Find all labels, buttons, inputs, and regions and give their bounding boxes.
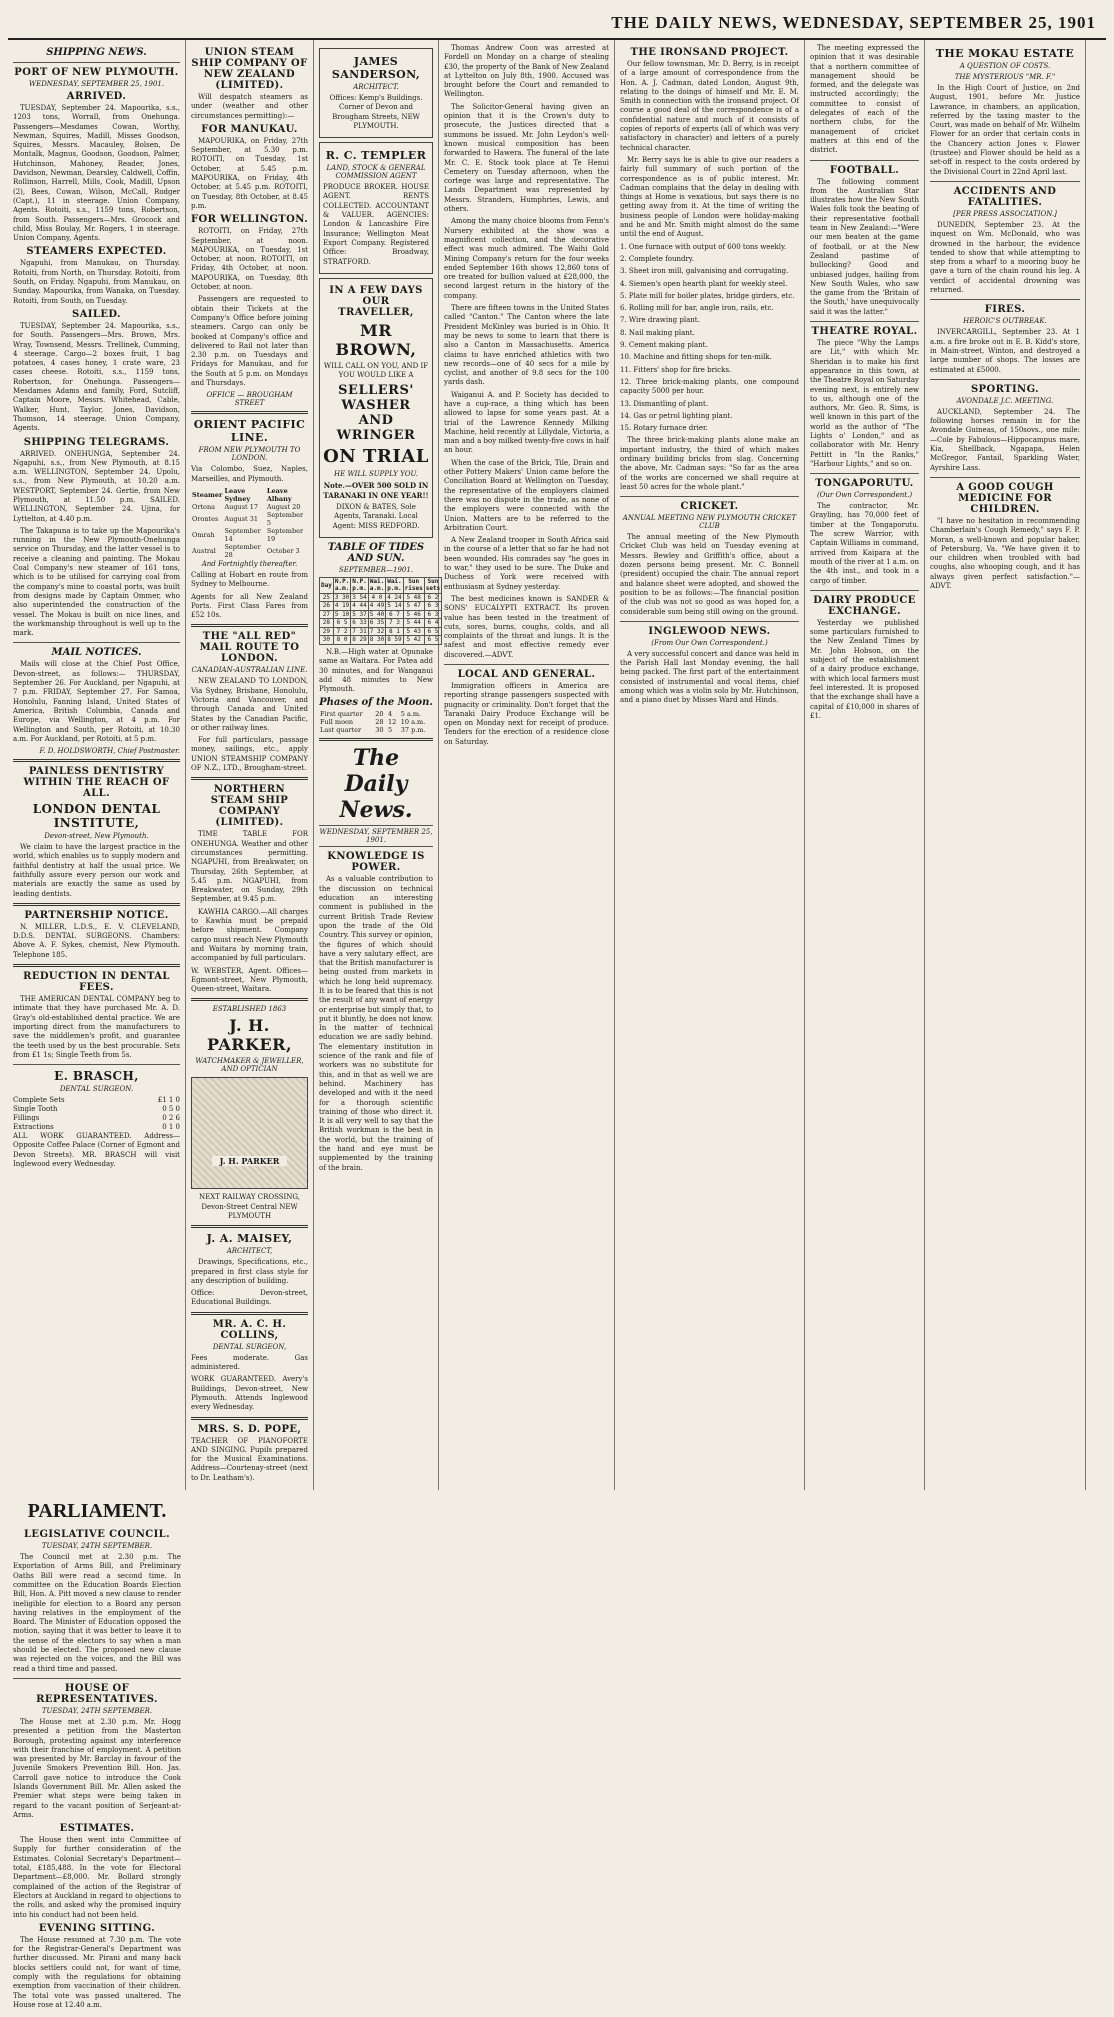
news-paragraph: The best medicines known is SANDER & SONS' EUCALYPTI EXTRACT. Its proven value has been tested in the treatment of cuts, sores, burns, coughs, colds, and all complaints of the throat and lungs. It is the safest and most effective remedy ever discovered.—ADVT. bbox=[444, 594, 609, 659]
maisey-footer: Office: Devon-street, Educational Buildings. bbox=[191, 1289, 308, 1307]
allred-heading: THE "ALL RED" MAIL ROUTE TO LONDON. bbox=[199, 631, 300, 665]
medicine-text: "I have no hesitation in recommending Chamberlain's Cough Remedy," says F. P. Moran, a well-known and popular baker, of Petersburg, Va. "We have given it to our children when troubled with bad coughs, also whooping cough, and it has always given perfect satisfaction."—ADVT. bbox=[930, 516, 1080, 590]
collins-text: Fees moderate. Gas administered. bbox=[191, 1353, 308, 1372]
reps-text: The House met at 2.30 p.m. Mr. Hogg presented a petition from the Masterton Borough, protesting against any interference with their franchise of employment. A petition was presented by Mr. Barclay in favour of the Juvenile Smokers Prevention Bill. Hon. Jas. Carroll gave notice to introduce the Cook Islands Government Bill. Mr. Allen asked the Premier what steps were being taken in regard to the vacant position of Serjeant-at-Arms. bbox=[13, 1717, 181, 1819]
cricket-continued: The meeting expressed the opinion that it was desirable that a northern committee of management should be formed, and the delegate was instructed accordingly; the committee to consist of delegates of each of the northern clubs, for the management of cricket matters at this end of the district. bbox=[810, 44, 919, 155]
fires-heading: FIRES. bbox=[984, 304, 1026, 316]
table-row: 27 5 10 5 37 5 40 6 7 5 46 6 3 bbox=[320, 610, 442, 619]
tide-heading: TABLE OF TIDES AND SUN. bbox=[327, 541, 425, 564]
mokau-heading: THE MOKAU ESTATE bbox=[935, 47, 1075, 60]
divider bbox=[13, 62, 180, 63]
evening-text: The House resumed at 7.30 p.m. The vote for the Registrar-General's Department was further discussed. Mr. Pirani and many back blocks settlers could not, for want of time, comply with the regulations for obtaining exemption from vaccination of their children. The total vote was passed unaltered. The House rose at 12.40 a.m. bbox=[13, 1935, 181, 2009]
divider bbox=[930, 299, 1080, 300]
brown-name: MR BROWN, bbox=[335, 320, 417, 359]
arrived-heading: ARRIVED. bbox=[66, 91, 127, 102]
table-row: Last quarter 30 5 37 p.m. bbox=[320, 726, 426, 735]
reduction-heading: REDUCTION IN DENTAL FEES. bbox=[23, 971, 170, 994]
mokau-subheading-2: THE MYSTERIOUS "MR. F." bbox=[954, 73, 1056, 81]
divider bbox=[930, 181, 1080, 182]
paper-date: WEDNESDAY, SEPTEMBER 25, 1901. bbox=[319, 825, 433, 847]
divider bbox=[810, 160, 919, 161]
passengers-text: Passengers are requested to obtain their Tickets at the Company's Office before joining steamers. Cargo can only be booked at Company's office and delivered to Rail not later than 2.30 p.m. on Tuesdays and Fridays for Manukau, and for the South at 5 p.m. on Mondays and Thursdays. bbox=[191, 295, 308, 388]
orient-agents: Agents for all New Zealand Ports. First Class Fares from £52 10s. bbox=[191, 592, 308, 620]
dentistry-heading: PAINLESS DENTISTRY WITHIN THE REACH OF ALL. bbox=[23, 766, 170, 800]
news-paragraph: When the case of the Brick, Tile, Drain and other Pottery Makers' Union came before the Conciliation Board at Wellington on Tuesday, the representative of the employers claimed there was no dispute in the trade, as none of the employers were connected with the Union. Matters are to be referred to the Arbitration Court. bbox=[444, 458, 609, 532]
brasch-heading: E. BRASCH, bbox=[54, 1069, 139, 1084]
list-item: 4. Siemen's open hearth plant for weekly steel. bbox=[620, 279, 788, 288]
london-dental-address: Devon-street, New Plymouth. bbox=[44, 832, 149, 841]
expected-text: Ngapuhi, from Manukau, on Thursday. Rotoiti, from North, on Thursday. Rotoiti, from South, on Friday. Ngapuhi, from Manukau, on Sunday. Mapourika, from Wanaka, on Tuesday. Rotoiti, from South, on Tuesday. bbox=[13, 259, 180, 305]
parker-subheading: WATCHMAKER & JEWELLER, AND OPTICIAN bbox=[195, 1057, 304, 1074]
arrived-text: TUESDAY, September 24. Mapourika, s.s., 1203 tons, Worrall, from Onehunga. Passengers—Mesdames Cowan, Worthy, Newman, Squires, Madill, Misses Goodson, Squires, Messrs. Macauley, Bolsen, De Montalk, Magnus, Goodson, Goodson, Palmer, Hutchinson, Mahoney, Reader, Jones, Davidson, Newman, Dearsley, Caldwell, Coffin, Rollinson, Harrell, Mills, Cook, Madill, Upson (2), Bees, Cowan, Wilson, McCall, Rodger (Capt.), 11 in steerage. Union Company, Agents. Rotoiti, s.s., 1159 tons, Robertson, from South. Passengers—Mrs. Grocock and child, Miss Boulay, Mr. Rogers, 1 in steerage. Union Company, Agents. bbox=[13, 104, 180, 243]
ironsand-list bbox=[620, 243, 799, 434]
postmaster-signature: F. D. HOLDSWORTH, Chief Postmaster. bbox=[39, 747, 180, 756]
orient-subheading: FROM NEW PLYMOUTH TO LONDON. bbox=[198, 446, 301, 463]
brasch-footer: ALL WORK GUARANTEED. Address—Opposite Coffee Palace (Corner of Egmont and Devon Streets). MR. BRASCH will visit Inglewood every Wednesday. bbox=[13, 1132, 180, 1169]
moon-heading: Phases of the Moon. bbox=[319, 697, 433, 709]
divider bbox=[191, 624, 308, 627]
fortnightly-line: And Fortnightly thereafter. bbox=[201, 559, 298, 568]
table-header: Steamer Leave Sydney Leave Albany bbox=[192, 486, 292, 503]
orient-text: Via Colombo, Suez, Naples, Marseilles, and Plymouth. bbox=[191, 465, 308, 483]
port-heading: PORT OF NEW PLYMOUTH. bbox=[14, 67, 179, 78]
mail-heading: MAIL NOTICES. bbox=[51, 647, 142, 659]
news-paragraph: Waiganui A. and P. Society has decided to have a cup-race, a thing which has been allowed to lapse for some years past. At a trial of the Lawrence Kennedy Milking Machine, held recently at Lillydale, Victoria, a man and a boy milked twenty-five cows in half an hour. bbox=[444, 390, 609, 455]
columns bbox=[8, 40, 1106, 2009]
list-item: 7. Wire drawing plant. bbox=[620, 316, 700, 325]
parliament-heading: PARLIAMENT. bbox=[27, 1500, 167, 1523]
washer-ad bbox=[319, 278, 433, 538]
brown-heading: IN A FEW DAYS OUR TRAVELLER, bbox=[329, 284, 423, 318]
list-item: 5. Plate mill for boiler plates, bridge girders, etc. bbox=[620, 291, 795, 300]
union-text: Will despatch steamers as under (weather and other circumstances permitting):— bbox=[191, 93, 308, 120]
price-row: Single Tooth 0 5 0 bbox=[13, 1105, 180, 1114]
table-row: First quarter 20 4 5 a.m. bbox=[320, 710, 422, 719]
tongaporutu-heading: TONGAPORUTU. bbox=[815, 478, 914, 490]
news-paragraph: Thomas Andrew Coon was arrested at Fordell on Monday on a charge of stealing £30, the property of the Bank of New Zealand at Lyttelton on July 8th, 1900. Accused was brought before the Court and remanded to Wellington. bbox=[444, 44, 609, 99]
mokau-text: In the High Court of Justice, on 2nd August, 1901, before Mr. Justice Lawrance, in chambers, an application, referred by the taxing master to the Court, was made on behalf of Mr. Wilhelm Flower for an order that certain costs in the Chancery action Jones v. Flower (trustee) and Flower should be held as a set-off in respect to the costs ordered by the Divisional Court in 22nd April last. bbox=[930, 84, 1080, 176]
fires-text: INVERCARGILL, September 23. At 1 a.m. a fire broke out in E. B. Kidd's store, in Main-street, Winton, and destroyed a large number of shops. The losses are estimated at £5000. bbox=[930, 328, 1080, 374]
price-row: Extractions 0 1 0 bbox=[13, 1123, 180, 1132]
sailed-heading: SAILED. bbox=[72, 308, 121, 320]
parker-address: NEXT RAILWAY CROSSING, Devon-Street Central NEW PLYMOUTH bbox=[199, 1193, 300, 1220]
brown-trial: ON TRIAL bbox=[323, 446, 429, 468]
divider bbox=[810, 321, 919, 322]
inglewood-heading: INGLEWOOD NEWS. bbox=[648, 625, 771, 637]
fires-subheading: HEROIC'S OUTBREAK. bbox=[963, 317, 1047, 326]
sporting-heading: SPORTING. bbox=[970, 383, 1040, 395]
allred-text: NEW ZEALAND TO LONDON, Via Sydney, Brisbane, Honolulu, Victoria and Vancouver, and through Canada and United States by the Canadian Pacific, or other railway lines. bbox=[191, 677, 308, 732]
partnership-text: N. MILLER, L.D.S., E. V. CLEVELAND, D.D.S. DENTAL SURGEONS. Chambers: Above A. F. Sykes, chemist, New Plymouth. Telephone 185. bbox=[13, 922, 180, 959]
templer-subheading: LAND, STOCK & GENERAL COMMISSION AGENT bbox=[326, 164, 426, 181]
list-item: 15. Rotary furnace drier. bbox=[620, 424, 708, 433]
northern-footer: W. WEBSTER, Agent. Offices—Egmont-street, New Plymouth, Queen-street, Waitara. bbox=[191, 966, 308, 994]
port-date: WEDNESDAY, SEPTEMBER 25, 1901. bbox=[28, 80, 165, 88]
shop-sign: J. H. PARKER bbox=[212, 1156, 287, 1166]
column-3 bbox=[314, 40, 439, 1490]
tide-table bbox=[319, 577, 442, 645]
ironsand-text: Mr. Berry says he is able to give our readers a fairly full summary of such portion of the correspondence as is of public interest. Mr. Cadman complains that the delay in dealing with things at Home is vexatious, but says there is no getting away from it. At the time of writing the business people of London were holiday-making and he and Mr. Smith might almost do the same until the end of August. bbox=[620, 155, 799, 239]
telegrams-heading: SHIPPING TELEGRAMS. bbox=[23, 436, 170, 448]
templer-heading: R. C. TEMPLER bbox=[325, 149, 427, 163]
cricket-text: The annual meeting of the New Plymouth Cricket Club was held on Tuesday evening at Messrs. Bewley and Griffith's office, about a dozen persons being present. Mr. C. Bonnell (president) occupied the chair. The annual report and balance sheet were adopted, and showed the position to be as follows:—The financial position of the club was not so good as was hoped for, a considerable sum being still owing on the ground. bbox=[620, 533, 799, 616]
pope-heading: MRS. S. D. POPE, bbox=[197, 1423, 302, 1435]
list-item: 8. Nail making plant. bbox=[620, 328, 695, 337]
table-row: 30 8 0 8 29 8 30 8 59 5 42 6 5 bbox=[320, 636, 442, 645]
column-6 bbox=[805, 40, 925, 1490]
table-row: 28 6 5 6 33 6 35 7 3 5 44 6 4 bbox=[320, 619, 442, 628]
divider bbox=[13, 1064, 180, 1065]
manukau-text: MAPOURIKA, on Friday, 27th September, at 5.30 p.m. ROTOITI, on Tuesday, 1st October, at 5.45 p.m. MAPOURIKA, on Friday, 4th October, at 5.45 p.m. ROTOITI, on Tuesday, 8th October, at 8.45 p.m. bbox=[191, 136, 308, 210]
office-line: OFFICE — BROUGHAM STREET bbox=[206, 391, 293, 408]
list-item: 11. Fitters' shop for fire bricks. bbox=[620, 365, 732, 374]
estimates-heading: ESTIMATES. bbox=[59, 1823, 135, 1835]
pope-text: TEACHER OF PIANOFORTE AND SINGING. Pupils prepared for the Musical Examinations. Address—Courtenay-street (next to Dr. Leatham's). bbox=[191, 1436, 308, 1482]
sailed-text: TUESDAY, September 24. Mapourika, s.s., for South. Passengers—Mrs. Brown, Mrs. Wray, Townsend, Messrs. Trellinek, Cumming, 4 steerage. Cargo—2 boxes fruit, 1 bag potatoes, 4 cases honey, 1 crate ware, 23 cases cheese. Rotoiti, s.s., 1159 tons, Robertson, for Onehunga. Passengers—Mesdames Adams and family, Ford, Sutcliff, Captain Moore, Messrs. Whitehead, Cable, Walker, Hunt, Taylor, Jones, Davidson, Thomson, 14 steerage. Union Company, Agents. bbox=[13, 321, 180, 433]
sanderson-ad bbox=[319, 48, 433, 138]
ships-table bbox=[191, 487, 308, 559]
council-date: TUESDAY, 24TH SEPTEMBER. bbox=[41, 1542, 153, 1551]
council-text: The Council met at 2.30 p.m. The Exportation of Arms Bill, and Preliminary Oaths Bill were read a second time. In committee on the Education Boards Election Bill, Hon. A. Pitt moved a new clause to render ineligible for election to a Board any person having relatives in the employment of the Board. The Minister of Education opposed the motion, saying that it was better to leave it to the sense of the electors to say when a man should be elected. The proposed new clause was rejected on the voices, and the Bill was read a third time and passed. bbox=[13, 1553, 181, 1673]
theatre-text: The piece "Why the Lamps are Lit," with which Mr. Sheridan is to make his first appearance in this town, at the Theatre Royal on Saturday evening next, is entirely new to us, although one of the authors, Mr. Geo. R. Sims, is well known in this part of the world as the author of "The Lights o' London," and as collaborator with Mr. Henry Pettitt in "In the Ranks," "Harbour Lights," and so on. bbox=[810, 339, 919, 468]
table-row: Austral September 28 October 3 bbox=[192, 542, 300, 559]
brasch-subheading: DENTAL SURGEON. bbox=[59, 1085, 134, 1094]
tongaporutu-subheading: (Our Own Correspondent.) bbox=[816, 491, 913, 500]
football-heading: FOOTBALL. bbox=[829, 164, 900, 176]
table-row: 29 7 2 7 31 7 32 8 1 5 43 6 5 bbox=[320, 627, 442, 636]
news-paragraph: The Solicitor-General having given an opinion that it is the Crown's duty to prosecute, the Justices directed that a summons be issued. Mr. John Leydon's well-known musical composition has been forwarded to Hawera. The funeral of the late Mr. C. E. Stock took place at Te Henui Cemetery on Tuesday afternoon, when the cortege was large and representative. The Lands Department was represented by Messrs. Stranders, Humphries, Lewis, and others. bbox=[444, 102, 609, 214]
paper-title: The Daily News. bbox=[339, 745, 413, 824]
list-item: 2. Complete foundry. bbox=[620, 254, 695, 263]
theatre-heading: THEATRE ROYAL. bbox=[811, 326, 918, 338]
masthead-title: THE DAILY NEWS, WEDNESDAY, SEPTEMBER 25, 1901 bbox=[611, 13, 1096, 32]
tide-subheading: SEPTEMBER—1901. bbox=[338, 565, 414, 574]
news-paragraph: A New Zealand trooper in South Africa said in the course of a letter that so far he had not been wounded. His comrades say "he goes in to war," they used to be sure. The Duke and Duchess of York were received with enthusiasm at Sydney yesterday. bbox=[444, 536, 609, 591]
shipping-notes: The Takapuna is to take up the Mapourika's running in the New Plymouth-Onehunga service on Thursday, and the latter vessel is to receive a cleaning and painting. The Mokau Coal Company's new steamer of 161 tons, which is to be utilised for carrying coal from the company's mine to coastal ports, was built from designs made by Captain Ommer, who also superintended the construction of the vessel. The Mokau is built on nice lines, and the workmanship throughout is well up to the mark. bbox=[13, 526, 180, 638]
london-dental-heading: LONDON DENTAL INSTITUTE, bbox=[32, 802, 161, 831]
table-header: Day N.P. a.m. N.P. p.m. Wai. a.m. Wai. p.m. Sun rises Sun sets bbox=[321, 577, 441, 593]
shipping-heading: SHIPPING NEWS. bbox=[46, 47, 147, 58]
collins-subheading: DENTAL SURGEON, bbox=[212, 1342, 287, 1351]
dairy-heading: DAIRY PRODUCE EXCHANGE. bbox=[813, 594, 916, 617]
moon-table bbox=[319, 710, 433, 734]
sanderson-text: Offices: Kemp's Buildings. Corner of Devon and Brougham Streets, NEW PLYMOUTH. bbox=[329, 94, 423, 130]
divider bbox=[191, 777, 308, 780]
list-item: 6. Rolling mill for bar, angle iron, rails, etc. bbox=[620, 304, 774, 313]
table-row: Orontes August 31 September 5 bbox=[192, 510, 304, 527]
manukau-heading: FOR MANUKAU. bbox=[201, 123, 298, 135]
maisey-heading: J. A. MAISEY, bbox=[206, 1232, 293, 1246]
medicine-heading: A GOOD COUGH MEDICINE FOR CHILDREN. bbox=[956, 481, 1054, 515]
list-item: 10. Machine and fitting shops for ten-milk. bbox=[620, 353, 772, 362]
list-item: 1. One furnace with output of 600 tons weekly. bbox=[620, 242, 787, 251]
telegrams-text: ARRIVED. ONEHUNGA, September 24. Ngapuhi, s.s., from New Plymouth, at 8.15 a.m. WELLINGTON, September 24. Upolu, s.s., from New Plymouth, at 10.20 a.m. WESTPORT, September 24. Gertie, from New Plymouth, at 11.50 p.m. SAILED. WELLINGTON, September 24. Ujina, for Lyttelton, at 4.40 p.m. bbox=[13, 449, 180, 523]
brown-note: Note.—OVER 500 SOLD IN TARANAKI IN ONE YEAR!! bbox=[323, 481, 429, 500]
union-heading: UNION STEAM SHIP COMPANY OF NEW ZEALAND (LIMITED). bbox=[191, 47, 308, 91]
table-row: Ortona August 17 August 20 bbox=[192, 502, 301, 511]
divider bbox=[191, 998, 308, 1001]
collins-heading: MR. A. C. H. COLLINS, bbox=[212, 1318, 287, 1341]
london-dental-text: We claim to have the largest practice in the world, which enables us to supply modern and faithful dentistry at half the usual price. We faithfully assure every person our work and materials are exactly the same as used by leading dentists. bbox=[13, 843, 180, 898]
reps-date: TUESDAY, 24TH SEPTEMBER. bbox=[41, 1706, 153, 1715]
mokau-subheading: A QUESTION OF COSTS. bbox=[959, 62, 1051, 70]
news-paragraph: Among the many choice blooms from Fenn's Nursery exhibited at the show was a magnificent collection, and the decorative effect was much admired. The Waihi Gold Mining Company's return for the four weeks ended September 16th shows 12,860 tons of ore treated for bullion valued at £28,000, the second largest return in the history of the company. bbox=[444, 217, 609, 300]
ironsand-text: Our fellow townsman, Mr. D. Berry, is in receipt of a large amount of correspondence from the Hon. A. J. Cadman, dated London, August 9th, relating to the doings of himself and Mr. E. M. Smith in connection with the ironsand project. Of course a good deal of the correspondence is of a confidential nature and much of it consists of copies of reports of experts (all of which was very satisfactory in character) and letters of a purely technical character. bbox=[620, 60, 799, 152]
reps-heading: HOUSE OF REPRESENTATIVES. bbox=[36, 1682, 158, 1705]
tide-note: N.B.—High water at Opunake same as Waitara. For Patea add 30 minutes, and for Wanganui add 48 minutes to New Plymouth. bbox=[319, 647, 433, 694]
cricket-heading: CRICKET. bbox=[680, 501, 739, 513]
divider bbox=[191, 1225, 308, 1228]
sporting-subheading: AVONDALE J.C. MEETING. bbox=[956, 396, 1054, 405]
divider bbox=[810, 473, 919, 474]
brown-help: HE WILL SUPPLY YOU. bbox=[334, 470, 418, 479]
sporting-text: AUCKLAND, September 24. The following horses remain in for the Avondale Guineas, of 150sovs., one mile:—Cole by Fabulous—Hippocampus mare, Kia, Shellback, Ngapapa, Helen McGregor, Fantail, Sparkling Water, Ayrshire Lass. bbox=[930, 407, 1080, 472]
wellington-text: ROTOITI, on Friday, 27th September, at noon. MAPOURIKA, on Tuesday, 1st October, at noon. ROTOITI, on Friday, 4th October, at noon. MAPOURIKA, on Tuesday, 8th October, at noon. bbox=[191, 227, 308, 292]
divider bbox=[620, 496, 799, 497]
list-item: 9. Cement making plant. bbox=[620, 341, 708, 350]
column-4 bbox=[439, 40, 615, 1490]
divider bbox=[13, 903, 180, 906]
news-paragraph: There are fifteen towns in the United States called "Canton." The Canton where the late President McKinley was buried is in Ohio. It may be news to some to learn that there is also a Canton in Massachusetts. America claims to have enriched athletics with two new records—one of 40 secs for a mile by cyclist, and another of 9.8 secs for the 100 yards dash. bbox=[444, 304, 609, 387]
expected-heading: STEAMERS EXPECTED. bbox=[26, 246, 167, 258]
accidents-subheading: [PER PRESS ASSOCIATION.] bbox=[953, 209, 1057, 218]
fortnightly-note: Calling at Hobart en route from Sydney to Melbourne. bbox=[191, 570, 308, 589]
northern-heading: NORTHERN STEAM SHIP COMPANY (LIMITED). bbox=[210, 784, 289, 829]
divider bbox=[930, 379, 1080, 380]
sanderson-subheading: ARCHITECT. bbox=[353, 83, 399, 91]
brown-agents: DIXON & BATES, Sole Agents, Taranaki. Local Agent: MISS REDFORD. bbox=[332, 503, 420, 530]
football-text: The following comment from the Australian Star illustrates how the New South Wales folk took the beating of their representative football team in New Zealand:—"Were our men beaten at the game of football, or at the New Zealand pastime of bullocking? Good and unbiased judges, hailing from New South Wales, who saw the game from the 'Britain of the South,' have unequivocally said it was the latter." bbox=[810, 177, 919, 316]
northern-text: TIME TABLE FOR ONEHUNGA. Weather and other circumstances permitting. NGAPUHI, from Breakwater, on Thursday, 26th September, at 5.45 p.m. NGAPUHI, from Breakwater, on Sunday, 29th September, at 9.45 p.m. bbox=[191, 830, 308, 904]
templer-ad bbox=[319, 142, 433, 274]
divider bbox=[620, 621, 799, 622]
brown-product: SELLERS' WASHER AND WRINGER bbox=[336, 383, 416, 444]
divider bbox=[444, 664, 609, 665]
allred-footer: For full particulars, passage money, sailings, etc., apply UNION STEAMSHIP COMPANY OF N.Z., LTD., Brougham-street. bbox=[191, 736, 308, 773]
list-item: 14. Gas or petrol lighting plant. bbox=[620, 411, 733, 420]
brown-text: WILL CALL ON YOU, AND IF YOU WOULD LIKE A bbox=[323, 361, 429, 380]
column-1 bbox=[8, 40, 186, 1490]
collins-footer: WORK GUARANTEED. Avery's Buildings, Devon-street, New Plymouth. Attends Inglewood every Wednesday. bbox=[191, 1375, 308, 1412]
kawhia-text: KAWHIA CARGO.—All charges to Kawhia must be prepaid before shipment. Company cargo must reach New Plymouth and Waitara by morning train, accompanied by full particulars. bbox=[191, 907, 308, 963]
orient-heading: ORIENT PACIFIC LINE. bbox=[193, 418, 306, 445]
shopfront-illustration bbox=[191, 1077, 308, 1189]
table-row: Full moon 28 12 10 a.m. bbox=[320, 718, 426, 727]
divider bbox=[191, 1417, 308, 1420]
council-heading: LEGISLATIVE COUNCIL. bbox=[24, 1529, 170, 1541]
cricket-subheading: ANNUAL MEETING NEW PLYMOUTH CRICKET CLUB bbox=[622, 514, 797, 531]
ironsand-heading: THE IRONSAND PROJECT. bbox=[630, 47, 789, 58]
divider bbox=[13, 759, 180, 762]
divider bbox=[319, 738, 433, 741]
editorial-heading: KNOWLEDGE IS POWER. bbox=[327, 851, 425, 874]
parker-heading: J. H. PARKER, bbox=[206, 1016, 293, 1055]
column-7 bbox=[925, 40, 1086, 1490]
table-row: Omrah September 14 September 19 bbox=[192, 526, 304, 543]
column-5 bbox=[615, 40, 805, 1490]
local-general-heading: LOCAL AND GENERAL. bbox=[457, 669, 596, 680]
partnership-heading: PARTNERSHIP NOTICE. bbox=[24, 909, 169, 921]
divider bbox=[13, 964, 180, 967]
accidents-heading: ACCIDENTS AND FATALITIES. bbox=[953, 185, 1057, 208]
divider bbox=[13, 642, 180, 643]
table-row: 26 4 19 4 44 4 49 5 14 5 47 6 3 bbox=[320, 602, 442, 611]
divider bbox=[930, 477, 1080, 478]
table-row: 25 3 30 3 54 4 0 4 24 5 48 6 2 bbox=[320, 593, 442, 602]
column-8 bbox=[8, 1490, 186, 2017]
divider bbox=[191, 411, 308, 414]
price-row: Complete Sets £1 1 0 bbox=[13, 1096, 180, 1105]
list-item: 13. Dismantling of plant. bbox=[620, 399, 709, 408]
mail-text: Mails will close at the Chief Post Office, Devon-street, as follows:— THURSDAY, September 26. For Auckland, per Ngapuhi, at 7 p.m. FRIDAY, September 27. For Samoa, Honolulu, Fanning Island, United States of America, British Columbia, Canada and Europe, via Wellington, at 4 p.m. For Wellington and South, per Rotoiti, at 10.30 a.m. For Auckland, per Rotoiti, at 5 p.m. bbox=[13, 660, 180, 743]
estimates-text: The House then went into Committee of Supply for further consideration of the Estimates. Colonial Secretary's Department—total, £185,488. In the vote for Electoral Department—£8,000. Mr. Bollard strongly complained of the action of the Registrar of Electors at Auckland in regard to objections to the rolls, and asked why the promised inquiry into his conduct had not been held. bbox=[13, 1836, 181, 1919]
tongaporutu-text: The contractor, Mr. Grayling, has 70,000 feet of timber at the Tongaporutu. The screw Warrior, with Captain Williams in command, arrived from Kaipara at the mouth of the river at 1 a.m. on the 4th inst., and took in a cargo of timber. bbox=[810, 502, 919, 585]
inglewood-subheading: (From Our Own Correspondent.) bbox=[651, 638, 768, 647]
local-general-text: Immigration officers in America are reporting strange passengers suspected with pugnacity or criminality. Don't forget that the Taranaki Dairy Produce Exchange will be open on Monday next for receipt of produce. Tenders for the erection of a residence close on Saturday. bbox=[444, 682, 609, 746]
price-list bbox=[13, 1096, 180, 1132]
wellington-heading: FOR WELLINGTON. bbox=[191, 214, 309, 226]
list-item: 3. Sheet iron mill, galvanising and corrugating. bbox=[620, 267, 789, 276]
templer-text: PRODUCE BROKER. HOUSE AGENT. RENTS COLLECTED. ACCOUNTANT & VALUER. AGENCIES: London & Lancashire Fire Insurance; Wellington Meat Export Company. Registered Office: Broadway, STRATFORD. bbox=[323, 183, 429, 266]
evening-heading: EVENING SITTING. bbox=[38, 1922, 156, 1934]
parker-established: ESTABLISHED 1863 bbox=[212, 1005, 287, 1014]
list-item: 12. Three brick-making plants, one compound capacity 5000 per hour. bbox=[620, 377, 799, 396]
inglewood-text: A very successful concert and dance was held in the Parish Hall last Monday evening, the hall being packed. The first part of the entertainment consisted of instrumental and vocal items, chief among which was a violin solo by Mr. Hutchinson, and a piano duet by Misses Ward and Hinds. bbox=[620, 649, 799, 705]
reduction-text: THE AMERICAN DENTAL COMPANY beg to intimate that they have purchased Mr. A. D. Gray's old-established dental practice. We are importing direct from the manufacturers to save the middlemen's profit, and guarantee the teeth used by us the best procurable. Sets from £1 1s; Single Teeth from 5s. bbox=[13, 995, 180, 1059]
divider bbox=[810, 590, 919, 591]
dairy-text: Yesterday we published some particulars furnished to the New Zealand Times by Mr. John Hobson, on the subject of the establishment of a dairy produce exchange, with which local farmers must feel interested. It is proposed that the exchange shall have a capital of £10,000 in shares of £1. bbox=[810, 618, 919, 720]
editorial-text: As a valuable contribution to the discussion on technical education an interesting comment is published in the current British Trade Review upon the trade of the Old Country. This survey or opinion, the figures of which should have a very salutary effect, are that the British manufacturer is being ousted from markets in which he long held supremacy. It is to be feared that this is not the result of any want of energy or enterprise but simply that, to put it bluntly, he does not know. In the matter of technical education we are sadly behind. The elementary institution in science of the rank and file of workers was no substitute for this, and in that as well we are behind. Machinery has developed and with it the need for a thorough scientific training of those who direct it. It is all very well to say that the British workman is the best in the world, but the training of the hand and eye must be supplemented by the training of the brain. bbox=[319, 875, 433, 1172]
accidents-text: DUNEDIN, September 23. At the inquest on Wm. McDonald, who was drowned in the harbour, the evidence tended to show that while attempting to step from a wharf to a mooring buoy he gave a turn of the chain round his leg. A verdict of accidental drowning was returned. bbox=[930, 220, 1080, 295]
column-2 bbox=[186, 40, 314, 1490]
ironsand-text: The three brick-making plants alone make an important industry, the third of which makes ordinary building bricks from slag. Concerning the above, Mr. Cadman says: "So far as the area of the works are concerned we shall require at least 50 acres for the whole plant." bbox=[620, 436, 799, 491]
sanderson-heading: JAMES SANDERSON, bbox=[331, 55, 421, 81]
maisey-subheading: ARCHITECT, bbox=[226, 1247, 273, 1256]
divider bbox=[191, 1312, 308, 1315]
allred-subheading: CANADIAN-AUSTRALIAN LINE. bbox=[191, 666, 308, 675]
divider bbox=[13, 1678, 181, 1679]
price-row: Fillings 0 2 6 bbox=[13, 1114, 180, 1123]
masthead bbox=[8, 8, 1106, 40]
maisey-text: Drawings, Specifications, etc., prepared in first class style for any description of building. bbox=[191, 1258, 308, 1285]
